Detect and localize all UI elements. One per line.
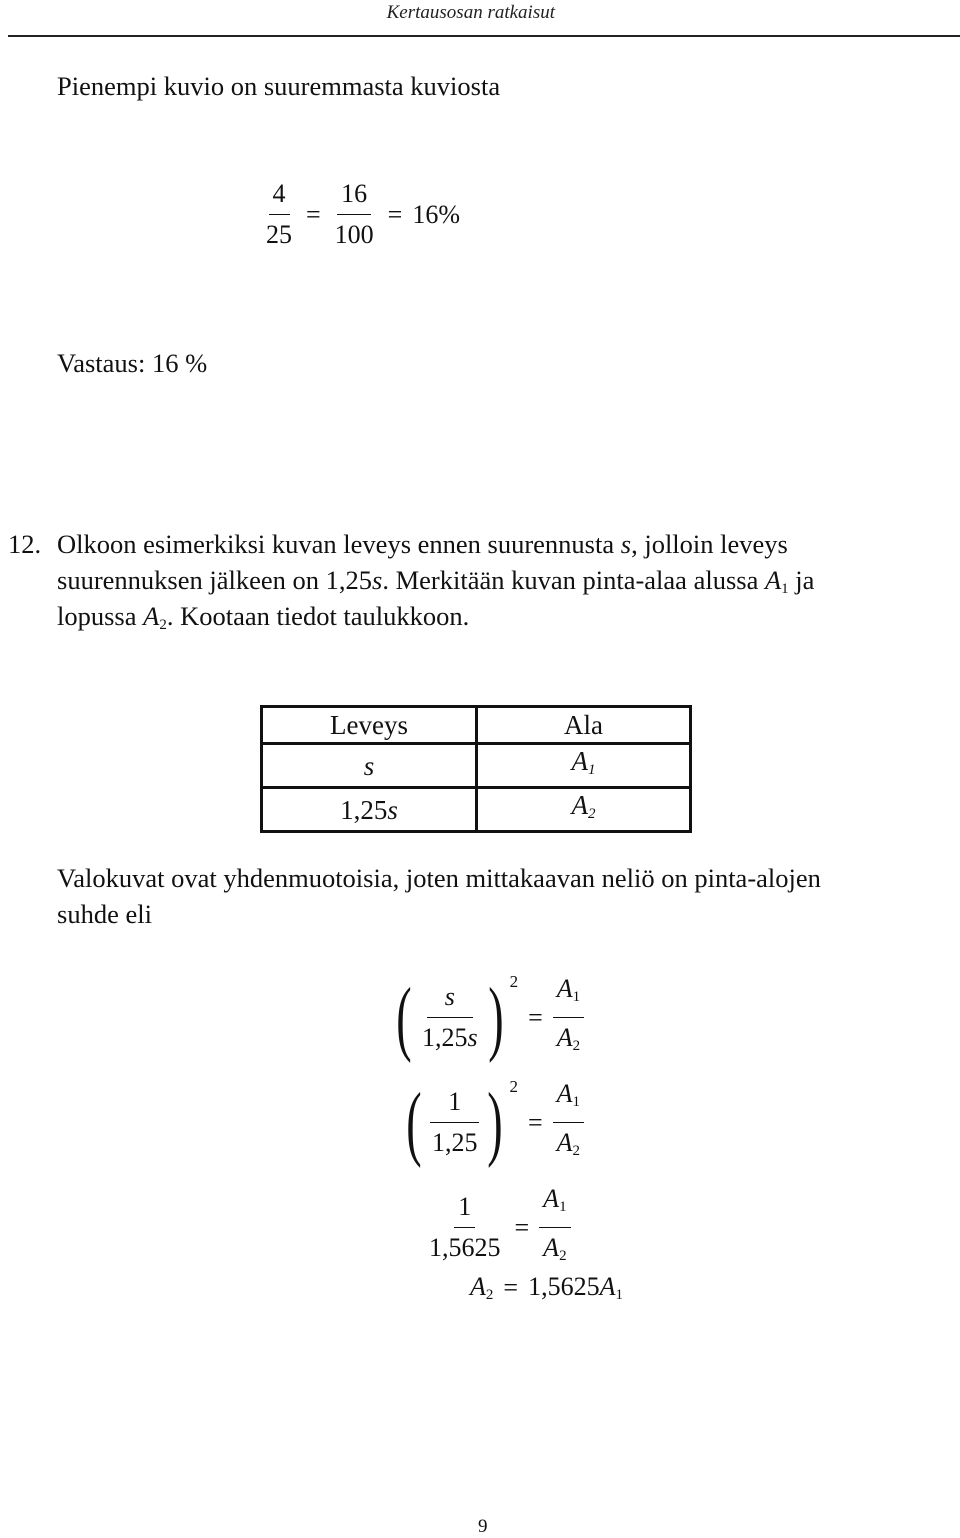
table-cell-leveys xyxy=(262,788,477,832)
problem-line-1 xyxy=(57,526,788,562)
equation-2 xyxy=(400,1075,584,1169)
equation-1 xyxy=(390,970,584,1064)
fraction-denominator: 25 xyxy=(266,220,292,249)
subscript: 2 xyxy=(572,1143,581,1159)
running-header: Kertausosan ratkaisut xyxy=(386,2,555,23)
paragraph-line-2: suhde eli xyxy=(57,899,152,929)
left-paren: ( xyxy=(396,970,412,1064)
exponent: 2 xyxy=(509,1076,518,1096)
squared-fraction xyxy=(400,1075,518,1169)
fraction-denominator xyxy=(553,1123,584,1165)
variable-a: A xyxy=(470,1272,486,1301)
variable-a: A xyxy=(143,601,160,631)
variable-s: s xyxy=(620,529,632,559)
result-value: 16% xyxy=(412,199,461,229)
text-span: ja xyxy=(788,565,815,595)
equals-sign: = xyxy=(527,1107,543,1137)
cell-number: 1,25 xyxy=(340,794,388,825)
fraction xyxy=(418,983,482,1052)
text-span: . Kootaan tiedot taulukkoon. xyxy=(166,601,470,631)
subscript: 2 xyxy=(572,1038,581,1054)
left-paren: ( xyxy=(406,1075,422,1169)
fraction-denominator: 100 xyxy=(334,220,374,249)
variable-a: A xyxy=(599,1272,616,1301)
variable-s: s xyxy=(467,1023,478,1052)
squared-fraction xyxy=(390,970,519,1064)
variable-a: A xyxy=(556,1023,573,1052)
variable-a: A xyxy=(571,746,588,776)
fraction-denominator: 1,25 xyxy=(431,1128,478,1157)
problem-line-3 xyxy=(57,598,469,643)
equals-sign: = xyxy=(514,1212,530,1242)
fraction-denominator xyxy=(418,1018,482,1052)
fraction-numerator xyxy=(539,1185,570,1228)
fraction-16-100 xyxy=(331,180,378,249)
rhs xyxy=(528,1272,623,1304)
subscript: 1 xyxy=(559,1199,567,1215)
percentage-equation xyxy=(262,180,460,249)
text-span: , jolloin leveys xyxy=(631,529,788,559)
fraction-numerator: 16 xyxy=(337,180,371,215)
fraction-numerator: 1 xyxy=(454,1193,475,1228)
intro-text: Pienempi kuvio on suuremmasta kuviosta xyxy=(57,71,501,101)
subscript: 1 xyxy=(781,581,789,597)
fraction-denominator xyxy=(553,1018,584,1060)
fraction xyxy=(428,1088,482,1157)
equals-sign: = xyxy=(528,1002,543,1032)
table-cell-ala xyxy=(477,744,691,788)
text-span: lopussa xyxy=(57,601,144,631)
data-table xyxy=(260,705,692,833)
equals-sign: = xyxy=(503,1273,519,1302)
fraction-numerator xyxy=(553,1080,584,1123)
subscript: 2 xyxy=(159,617,167,633)
text-span: Olkoon esimerkiksi kuvan leveys ennen suurennusta xyxy=(57,529,621,559)
equals-sign: = xyxy=(387,199,403,229)
subscript: 1 xyxy=(572,989,581,1005)
number: 1,25 xyxy=(421,1023,468,1052)
variable-a: A xyxy=(556,1128,573,1157)
fraction-numerator: 1 xyxy=(430,1088,479,1123)
right-paren: ) xyxy=(487,1075,504,1169)
page-number: 9 xyxy=(478,1516,488,1537)
header-rule xyxy=(8,35,960,37)
fraction xyxy=(539,1185,570,1270)
fraction-denominator: 1,5625 xyxy=(429,1233,501,1262)
equation-4 xyxy=(470,1272,623,1304)
column-header-leveys: Leveys xyxy=(262,707,477,744)
table-row xyxy=(262,788,691,832)
variable-a: A xyxy=(556,1079,573,1108)
subscript: 1 xyxy=(615,1287,623,1303)
variable-s: s xyxy=(363,750,375,781)
variable-a: A xyxy=(764,565,782,595)
problem-number: 12. xyxy=(8,529,42,559)
exponent: 2 xyxy=(509,971,519,991)
table-cell-ala xyxy=(477,788,691,832)
fraction-numerator: 4 xyxy=(269,180,290,215)
variable-a: A xyxy=(571,790,588,820)
table-header-row xyxy=(262,707,691,744)
lhs xyxy=(470,1272,493,1304)
subscript: 1 xyxy=(572,1094,581,1110)
fraction-numerator xyxy=(553,975,584,1018)
fraction-numerator: s xyxy=(427,983,473,1018)
right-paren: ) xyxy=(487,970,504,1064)
answer-text: Vastaus: 16 % xyxy=(57,348,208,378)
column-header-ala: Ala xyxy=(477,707,691,744)
fraction xyxy=(553,975,584,1060)
paragraph-line-1: Valokuvat ovat yhdenmuotoisia, joten mittakaavan neliö on pinta-alojen xyxy=(57,863,821,893)
fraction xyxy=(553,1080,584,1165)
subscript: 2 xyxy=(588,806,596,822)
variable-s: s xyxy=(387,794,398,825)
fraction-denominator xyxy=(539,1228,570,1270)
variable-a: A xyxy=(556,974,573,1003)
text-span: suurennuksen jälkeen on 1,25 xyxy=(57,565,372,595)
table-cell-leveys xyxy=(262,744,477,788)
subscript: 2 xyxy=(559,1248,567,1264)
equals-sign: = xyxy=(306,199,321,229)
fraction-4-25 xyxy=(262,180,296,249)
subscript: 1 xyxy=(588,762,596,778)
equation-3 xyxy=(425,1185,571,1270)
fraction xyxy=(425,1193,505,1262)
variable-a: A xyxy=(543,1233,560,1262)
variable-s: s xyxy=(372,565,383,595)
subscript: 2 xyxy=(485,1287,494,1303)
table-row xyxy=(262,744,691,788)
number: 1,5625 xyxy=(528,1272,600,1301)
variable-a: A xyxy=(543,1184,560,1213)
text-span: . Merkitään kuvan pinta-alaa alussa xyxy=(382,565,765,595)
